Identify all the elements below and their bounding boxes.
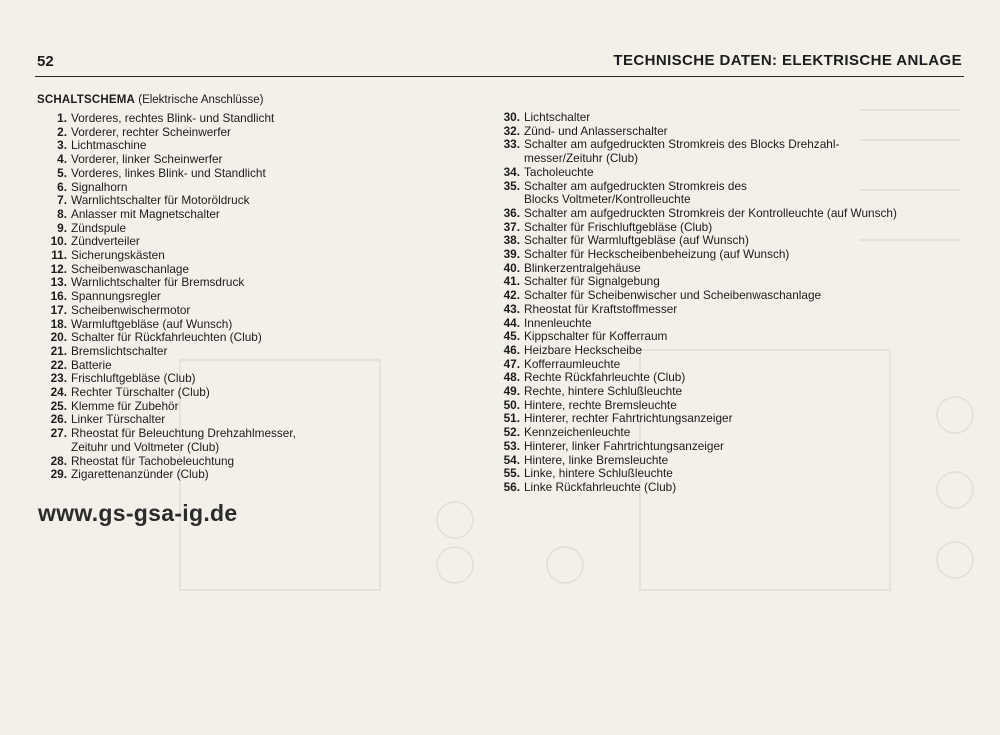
legend-item-number: 13. <box>50 275 67 290</box>
legend-item-text: Zünd- und Anlasserschalter <box>524 123 668 138</box>
legend-item-number: 25. <box>50 398 67 413</box>
legend-item-number: 11. <box>51 248 67 263</box>
legend-item <box>37 386 477 400</box>
legend-item-text: Hintere, rechte Bremsleuchte <box>524 397 677 412</box>
legend-item-number: 42. <box>503 288 520 303</box>
legend-item <box>37 126 477 140</box>
legend-item-number: 38. <box>503 233 520 248</box>
legend-item-number: 32. <box>503 123 520 138</box>
legend-item-text: Batterie <box>71 357 112 372</box>
legend-item-text: Rechte Rückfahrleuchte (Club) <box>524 370 686 385</box>
legend-item <box>37 413 477 427</box>
legend-item <box>490 371 980 385</box>
legend-item-number: 21. <box>50 343 67 358</box>
legend-item <box>490 399 980 413</box>
legend-item-text: Linke, hintere Schlußleuchte <box>524 466 673 481</box>
legend-item <box>490 426 980 440</box>
legend-item <box>37 222 477 236</box>
legend-item-number: 37. <box>503 219 520 234</box>
legend-item-number: 29. <box>50 467 67 482</box>
legend-list-right <box>490 111 980 495</box>
legend-item-number: 49. <box>503 384 520 399</box>
legend-item-number: 26. <box>50 412 67 427</box>
legend-item <box>37 112 477 126</box>
legend-item-text: Lichtschalter <box>524 110 591 124</box>
legend-item-number: 30. <box>503 110 520 124</box>
legend-item-number: 5. <box>57 165 67 180</box>
legend-item-text: Hinterer, rechter Fahrtrichtungsanzeiger <box>524 411 733 426</box>
legend-item <box>37 167 477 181</box>
legend-item-number: 43. <box>503 301 520 316</box>
legend-item-text: Zigarettenanzünder (Club) <box>71 467 209 482</box>
legend-item-text: Anlasser mit Magnetschalter <box>71 206 220 221</box>
legend-item-text: Warmluftgebläse (auf Wunsch) <box>71 316 233 331</box>
legend-item-text: Schalter für Rückfahrleuchten (Club) <box>71 330 262 345</box>
legend-item <box>490 467 980 481</box>
legend-item-text: Rheostat für Kraftstoffmesser <box>524 301 678 316</box>
legend-item-text: Rechte, hintere Schlußleuchte <box>524 384 683 399</box>
legend-item-number: 44. <box>503 315 520 330</box>
section-title-main: SCHALTSCHEMA <box>37 94 136 106</box>
legend-item-number: 40. <box>503 260 520 275</box>
legend-item <box>37 345 477 359</box>
legend-item-text: Schalter am aufgedruckten Stromkreis der Kontrolleuchte (auf Wunsch) <box>524 205 897 220</box>
legend-item <box>37 468 477 482</box>
legend-item <box>490 234 980 248</box>
legend-item-text: Innenleuchte <box>524 315 592 330</box>
legend-item-number: 39. <box>503 247 520 262</box>
legend-item-number: 50. <box>503 397 520 412</box>
legend-item-number: 12. <box>50 261 67 276</box>
legend-item <box>37 153 477 167</box>
legend-item <box>490 166 980 180</box>
header-divider <box>35 76 964 77</box>
legend-item-number: 27. <box>50 426 67 441</box>
legend-item <box>37 427 477 454</box>
legend-item-text: Kofferraumleuchte <box>524 356 621 371</box>
legend-item-number: 48. <box>503 370 520 385</box>
legend-item-number: 24. <box>50 385 67 400</box>
legend-item-text: Zündverteiler <box>71 234 140 249</box>
legend-item <box>490 303 980 317</box>
legend-item <box>490 317 980 331</box>
legend-item <box>490 330 980 344</box>
legend-item <box>37 235 477 249</box>
page-header-title: TECHNISCHE DATEN: ELEKTRISCHE ANLAGE <box>613 52 962 69</box>
legend-item-text: Vorderer, linker Scheinwerfer <box>71 152 223 167</box>
legend-item-text: Linker Türschalter <box>71 412 166 427</box>
legend-item <box>37 372 477 386</box>
legend-item-text: Hintere, linke Bremsleuchte <box>524 452 669 467</box>
legend-item <box>490 125 980 139</box>
legend-item-text: Blinkerzentralgehäuse <box>524 260 641 275</box>
legend-item <box>490 481 980 495</box>
legend-item <box>37 181 477 195</box>
legend-item-text: Schalter am aufgedruckten Stromkreis des Blocks Voltmeter/Kontrolleuchte <box>524 178 747 207</box>
legend-item-text: Schalter für Warmluftgebläse (auf Wunsch) <box>524 233 749 248</box>
legend-item-number: 16. <box>50 289 67 304</box>
legend-item <box>37 263 477 277</box>
legend-item <box>37 359 477 373</box>
legend-item-text: Schalter für Scheibenwischer und Scheibenwaschanlage <box>524 288 822 303</box>
legend-item-number: 7. <box>57 193 67 208</box>
legend-item-number: 54. <box>503 452 520 467</box>
legend-item-number: 55. <box>503 466 520 481</box>
legend-item <box>490 289 980 303</box>
legend-item <box>490 454 980 468</box>
legend-item-text: Rechter Türschalter (Club) <box>71 385 210 400</box>
legend-item-number: 34. <box>503 164 520 179</box>
legend-item-text: Scheibenwischermotor <box>71 302 191 317</box>
legend-item-number: 4. <box>57 152 67 167</box>
legend-item <box>37 455 477 469</box>
legend-item-text: Hinterer, linker Fahrtrichtungsanzeiger <box>524 438 724 453</box>
legend-item-number: 28. <box>50 453 67 468</box>
legend-item <box>490 262 980 276</box>
legend-item-number: 1. <box>57 111 67 125</box>
legend-item <box>490 344 980 358</box>
legend-item <box>37 290 477 304</box>
legend-item-text: Spannungsregler <box>71 289 161 304</box>
legend-item <box>490 111 980 125</box>
legend-item-text: Signalhorn <box>71 179 128 194</box>
legend-item-text: Schalter für Signalgebung <box>524 274 660 289</box>
legend-item-text: Schalter für Heckscheibenbeheizung (auf Wunsch) <box>524 247 790 262</box>
legend-list-left <box>37 112 477 482</box>
legend-item-text: Vorderes, rechtes Blink- und Standlicht <box>71 111 275 125</box>
legend-item-number: 6. <box>57 179 67 194</box>
legend-item-number: 51. <box>503 411 520 426</box>
legend-item-text: Vorderer, rechter Scheinwerfer <box>71 124 231 139</box>
legend-item-number: 3. <box>57 138 67 153</box>
legend-item <box>490 275 980 289</box>
section-subtitle: (Elektrische Anschlüsse) <box>138 94 264 106</box>
legend-item-number: 8. <box>57 206 67 221</box>
legend-item <box>490 440 980 454</box>
legend-item-number: 17. <box>50 302 67 317</box>
legend-item-number: 9. <box>57 220 67 235</box>
legend-item-number: 33. <box>503 137 520 152</box>
legend-item <box>37 249 477 263</box>
legend-item-number: 20. <box>50 330 67 345</box>
legend-item-text: Vorderes, linkes Blink- und Standlicht <box>71 165 266 180</box>
legend-item-number: 18. <box>50 316 67 331</box>
legend-item-number: 46. <box>503 342 520 357</box>
legend-item-text: Rheostat für Tachobeleuchtung <box>71 453 235 468</box>
legend-item-number: 22. <box>50 357 67 372</box>
legend-item <box>37 139 477 153</box>
legend-item-text: Frischluftgebläse (Club) <box>71 371 196 386</box>
legend-item-text: Warnlichtschalter für Bremsdruck <box>71 275 245 290</box>
legend-item <box>490 385 980 399</box>
legend-item-number: 53. <box>503 438 520 453</box>
section-title <box>37 94 264 106</box>
legend-item <box>490 412 980 426</box>
legend-item-text: Heizbare Heckscheibe <box>524 342 643 357</box>
legend-item <box>490 358 980 372</box>
legend-item-number: 2. <box>57 124 67 139</box>
legend-item <box>490 221 980 235</box>
legend-item-text: Klemme für Zubehör <box>71 398 179 413</box>
legend-item-number: 45. <box>503 329 520 344</box>
legend-item-number: 35. <box>503 178 520 193</box>
legend-item <box>37 194 477 208</box>
legend-item-text: Warnlichtschalter für Motoröldruck <box>71 193 250 208</box>
page-number: 52 <box>37 53 54 70</box>
legend-item-number: 52. <box>503 425 520 440</box>
legend-item-text: Bremslichtschalter <box>71 343 168 358</box>
legend-item-text: Linke Rückfahrleuchte (Club) <box>524 479 677 494</box>
legend-item-number: 10. <box>50 234 67 249</box>
legend-item-text: Sicherungskästen <box>71 248 165 263</box>
legend-item <box>490 180 980 207</box>
legend-item-text: Rheostat für Beleuchtung Drehzahlmesser, Zeituhr und Voltmeter (Club) <box>71 426 296 454</box>
legend-item-number: 23. <box>50 371 67 386</box>
legend-item <box>490 207 980 221</box>
legend-item-text: Schalter am aufgedruckten Stromkreis des Blocks Drehzahl- messer/Zeituhr (Club) <box>524 137 840 166</box>
legend-item <box>490 248 980 262</box>
legend-item-number: 56. <box>503 479 520 494</box>
legend-item <box>37 400 477 414</box>
legend-item-text: Schalter für Frischluftgebläse (Club) <box>524 219 713 234</box>
legend-item <box>490 138 980 165</box>
legend-item-text: Scheibenwaschanlage <box>71 261 190 276</box>
legend-item-text: Zündspule <box>71 220 127 235</box>
legend-item-number: 36. <box>503 205 520 220</box>
legend-item <box>37 276 477 290</box>
legend-item <box>37 208 477 222</box>
legend-item-text: Kippschalter für Kofferraum <box>524 329 668 344</box>
legend-item <box>37 318 477 332</box>
legend-item-text: Lichtmaschine <box>71 138 147 153</box>
legend-item <box>37 304 477 318</box>
legend-item-number: 41. <box>503 274 520 289</box>
legend-item-text: Tacholeuchte <box>524 164 594 179</box>
legend-item-number: 47. <box>503 356 520 371</box>
legend-item-text: Kennzeichenleuchte <box>524 425 631 440</box>
legend-item <box>37 331 477 345</box>
website-watermark: www.gs-gsa-ig.de <box>38 500 238 526</box>
